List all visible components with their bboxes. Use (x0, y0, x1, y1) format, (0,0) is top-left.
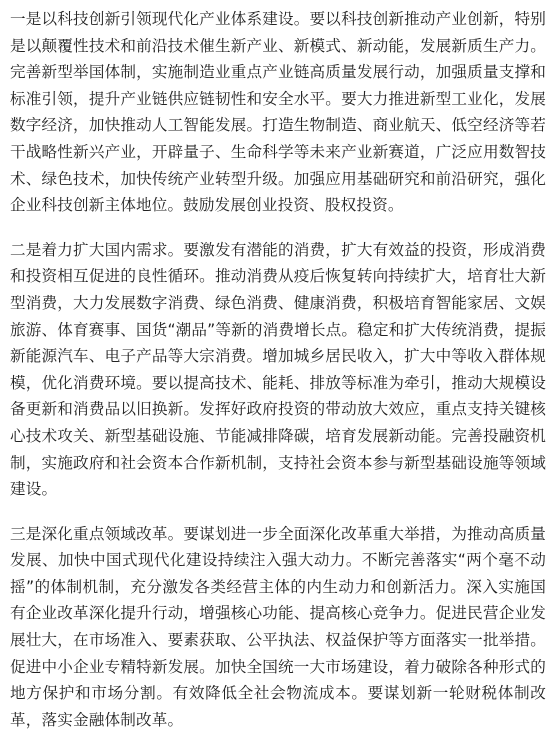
paragraph-domestic-demand: 二是着力扩大国内需求。要激发有潜能的消费，扩大有效益的投资，形成消费和投资相互促进的良性循环。推动消费从疫后恢复转向持续扩大，培育壮大新型消费，大力发展数字消费、绿色消费、健康消费，积极培育智能家居、文娱旅游、体育赛事、国货“潮品”等新的消费增长点。稳定和扩大传统消费，提振新能源汽车、电子产品等大宗消费。增加城乡居民收入，扩大中等收入群体规模，优化消费环境。要以提高技术、能耗、排放等标准为牵引，推动大规模设备更新和消费品以旧换新。发挥好政府投资的带动放大效应，重点支持关键核心技术攻关、新型基础设施、节能减排降碳，培育发展新动能。完善投融资机制，实施政府和社会资本合作新机制，支持社会资本参与新型基础设施等领域建设。 (10, 240, 547, 499)
paragraph-key-reforms: 三是深化重点领域改革。要谋划进一步全面深化改革重大举措，为推动高质量发展、加快中国式现代化建设持续注入强大动力。不断完善落实“两个毫不动摇”的体制机制，充分激发各类经营主体的内生动力和创新活力。深入实施国有企业改革深化提升行动，增强核心功能、提高核心竞争力。促进民营企业发展壮大，在市场准入、要素获取、公平执法、权益保护等方面落实一批举措。促进中小企业专精特新发展。加快全国统一大市场建设，着力破除各种形式的地方保护和市场分割。有效降低全社会物流成本。要谋划新一轮财税体制改革，落实金融体制改革。 (10, 524, 546, 729)
paragraph-industry-innovation: 一是以科技创新引领现代化产业体系建设。要以科技创新推动产业创新，特别是以颠覆性技术和前沿技术催生新产业、新模式、新动能，发展新质生产力。完善新型举国体制，实施制造业重点产业链高质量发展行动，加强质量支撑和标准引领，提升产业链供应链韧性和安全水平。要大力推进新型工业化，发展数字经济，加快推动人工智能发展。打造生物制造、商业航天、低空经济等若干战略性新兴产业，开辟量子、生命科学等未来产业新赛道，广泛应用数智技术、绿色技术，加快传统产业转型升级。加强应用基础研究和前沿研究，强化企业科技创新主体地位。鼓励发展创业投资、股权投资。 (10, 10, 546, 215)
